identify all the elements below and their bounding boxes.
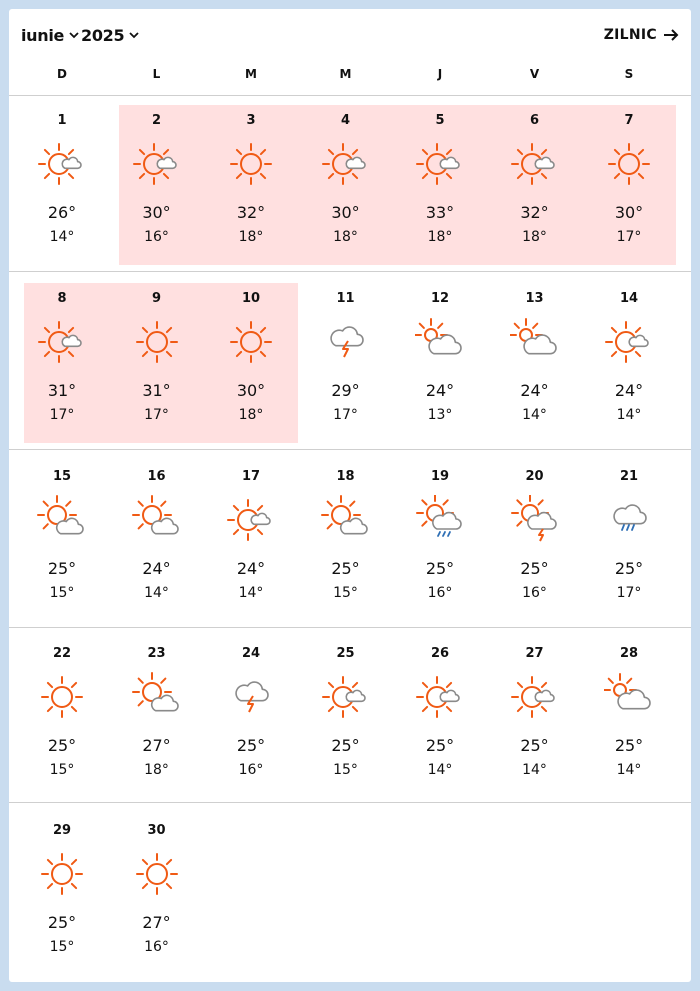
chevron-down-icon: [128, 29, 140, 41]
day-cell[interactable]: [110, 455, 204, 625]
day-cell[interactable]: [299, 632, 393, 802]
day-number: 3: [246, 113, 256, 128]
day-number: 27: [525, 646, 544, 661]
min-temperature: 15°: [49, 585, 75, 601]
day-cell[interactable]: [488, 632, 582, 802]
sun-cloud-icon: [226, 495, 276, 545]
min-temperature: 17°: [616, 585, 642, 601]
min-temperature: 18°: [238, 229, 264, 245]
day-cell[interactable]: [299, 277, 393, 447]
day-cell[interactable]: [299, 455, 393, 625]
day-number: 13: [525, 291, 544, 306]
sun-cloud-icon: [37, 139, 87, 189]
day-number: 14: [619, 291, 639, 306]
day-cell[interactable]: [15, 99, 109, 269]
min-temperature: 14°: [522, 762, 547, 778]
day-cell[interactable]: [582, 455, 676, 625]
day-number: 18: [336, 469, 355, 484]
day-cell[interactable]: [110, 99, 204, 269]
day-cell[interactable]: [393, 277, 487, 447]
sun-icon: [37, 849, 87, 899]
max-temperature: 25°: [236, 736, 266, 755]
day-number: 12: [430, 291, 450, 306]
max-temperature: 27°: [142, 913, 171, 932]
min-temperature: 18°: [333, 229, 358, 245]
min-temperature: 17°: [144, 407, 169, 423]
max-temperature: 25°: [47, 913, 77, 932]
day-cell[interactable]: [15, 809, 109, 979]
day-number: 17: [241, 469, 261, 484]
max-temperature: 25°: [425, 559, 455, 578]
day-cell[interactable]: [204, 632, 298, 802]
sun-icon: [132, 317, 182, 367]
sun-icon: [37, 672, 87, 722]
day-number: 19: [430, 469, 450, 484]
daily-view-link[interactable]: [604, 23, 679, 47]
sun-cloud-icon: [37, 317, 87, 367]
weekday-label: D: [57, 67, 67, 81]
day-cell[interactable]: [488, 277, 582, 447]
partly-cloudy-icon: [321, 495, 371, 545]
sun-icon: [226, 139, 276, 189]
max-temperature: 33°: [425, 203, 455, 222]
max-temperature: 25°: [425, 736, 455, 755]
day-number: 28: [619, 646, 639, 661]
min-temperature: 16°: [144, 229, 169, 245]
max-temperature: 25°: [614, 559, 644, 578]
min-temperature: 14°: [49, 229, 75, 245]
row-divider: [9, 802, 691, 803]
max-temperature: 30°: [142, 203, 171, 222]
max-temperature: 30°: [614, 203, 644, 222]
max-temperature: 25°: [520, 559, 549, 578]
day-cell[interactable]: [393, 99, 487, 269]
day-cell[interactable]: [110, 632, 204, 802]
min-temperature: 16°: [427, 585, 453, 601]
max-temperature: 32°: [520, 203, 549, 222]
min-temperature: 15°: [333, 762, 358, 778]
day-number: 1: [57, 113, 67, 128]
year-selector[interactable]: [81, 23, 140, 47]
min-temperature: 18°: [144, 762, 169, 778]
day-number: 11: [336, 291, 355, 306]
day-cell[interactable]: [582, 99, 676, 269]
min-temperature: 18°: [522, 229, 547, 245]
max-temperature: 25°: [331, 559, 360, 578]
day-number: 7: [624, 113, 634, 128]
min-temperature: 18°: [427, 229, 453, 245]
day-cell[interactable]: [204, 99, 298, 269]
sun-cloud-icon: [415, 672, 465, 722]
calendar-header: [9, 9, 691, 59]
chevron-down-icon: [68, 29, 80, 41]
min-temperature: 13°: [427, 407, 453, 423]
day-cell[interactable]: [15, 277, 109, 447]
row-divider: [9, 449, 691, 450]
min-temperature: 16°: [522, 585, 547, 601]
max-temperature: 25°: [47, 736, 77, 755]
day-number: 9: [151, 291, 162, 306]
day-cell[interactable]: [393, 632, 487, 802]
min-temperature: 14°: [238, 585, 264, 601]
sun-cloud-icon: [132, 139, 182, 189]
weekday-label: L: [152, 67, 161, 81]
min-temperature: 17°: [49, 407, 75, 423]
day-number: 2: [151, 113, 162, 128]
max-temperature: 31°: [47, 381, 77, 400]
day-number: 23: [147, 646, 166, 661]
day-number: 30: [147, 823, 166, 838]
day-cell[interactable]: [15, 632, 109, 802]
day-cell[interactable]: [488, 99, 582, 269]
day-number: 22: [52, 646, 72, 661]
day-number: 24: [241, 646, 261, 661]
max-temperature: 24°: [236, 559, 266, 578]
min-temperature: 15°: [333, 585, 358, 601]
max-temperature: 25°: [331, 736, 360, 755]
min-temperature: 15°: [49, 939, 75, 955]
day-cell[interactable]: [393, 455, 487, 625]
day-number: 4: [340, 113, 351, 128]
sun-cloud-icon: [321, 139, 371, 189]
min-temperature: 14°: [522, 407, 547, 423]
min-temperature: 16°: [144, 939, 169, 955]
partly-cloudy-icon: [37, 495, 87, 545]
max-temperature: 24°: [425, 381, 455, 400]
cloudy-sun-icon: [510, 317, 560, 367]
min-temperature: 17°: [616, 229, 642, 245]
day-cell[interactable]: [15, 455, 109, 625]
day-cell[interactable]: [299, 99, 393, 269]
min-temperature: 15°: [49, 762, 75, 778]
arrow-right-icon: [663, 28, 679, 42]
min-temperature: 14°: [616, 762, 642, 778]
partly-cloudy-icon: [132, 495, 182, 545]
day-cell[interactable]: [110, 277, 204, 447]
sun-cloud-icon: [510, 672, 560, 722]
day-number: 5: [435, 113, 445, 128]
min-temperature: 14°: [616, 407, 642, 423]
daily-view-label: ZILNIC: [603, 27, 657, 43]
day-number: 16: [147, 469, 166, 484]
sun-rain-icon: [415, 495, 465, 545]
row-divider: [9, 627, 691, 628]
thunderstorm-icon: [226, 672, 276, 722]
day-cell[interactable]: [204, 455, 298, 625]
day-cell[interactable]: [582, 277, 676, 447]
sun-icon: [604, 139, 654, 189]
max-temperature: 25°: [520, 736, 549, 755]
year-label: 2025: [81, 25, 125, 45]
min-temperature: 18°: [238, 407, 264, 423]
weekday-label: S: [624, 67, 634, 81]
max-temperature: 26°: [47, 203, 77, 222]
max-temperature: 30°: [236, 381, 266, 400]
weekday-label: V: [529, 67, 540, 81]
row-divider: [9, 271, 691, 272]
day-cell[interactable]: [488, 455, 582, 625]
day-cell[interactable]: [582, 632, 676, 802]
calendar-card: [9, 9, 691, 982]
day-number: 15: [52, 469, 72, 484]
max-temperature: 24°: [520, 381, 549, 400]
day-cell[interactable]: [204, 277, 298, 447]
max-temperature: 25°: [47, 559, 77, 578]
day-number: 26: [430, 646, 450, 661]
day-number: 25: [336, 646, 355, 661]
day-number: 10: [241, 291, 261, 306]
day-number: 20: [525, 469, 544, 484]
weekday-label: M: [245, 67, 257, 81]
min-temperature: 14°: [144, 585, 169, 601]
day-number: 6: [529, 113, 540, 128]
min-temperature: 14°: [427, 762, 453, 778]
day-number: 8: [57, 291, 67, 306]
sun-icon: [226, 317, 276, 367]
weekday-label: J: [437, 67, 443, 81]
sun-cloud-icon: [415, 139, 465, 189]
day-number: 21: [619, 469, 639, 484]
day-number: 29: [52, 823, 72, 838]
max-temperature: 29°: [331, 381, 360, 400]
max-temperature: 27°: [142, 736, 171, 755]
sun-cloud-icon: [321, 672, 371, 722]
min-temperature: 16°: [238, 762, 264, 778]
sun-icon: [132, 849, 182, 899]
partly-cloudy-icon: [132, 672, 182, 722]
sun-storm-icon: [510, 495, 560, 545]
cloudy-sun-icon: [415, 317, 465, 367]
month-selector[interactable]: [21, 23, 80, 47]
min-temperature: 17°: [333, 407, 358, 423]
cloudy-sun-icon: [604, 672, 654, 722]
day-cell[interactable]: [110, 809, 204, 979]
max-temperature: 24°: [142, 559, 171, 578]
thunderstorm-icon: [321, 317, 371, 367]
max-temperature: 24°: [614, 381, 644, 400]
sun-cloud-icon: [604, 317, 654, 367]
max-temperature: 30°: [331, 203, 360, 222]
max-temperature: 25°: [614, 736, 644, 755]
weekday-label: M: [339, 67, 352, 81]
rain-icon: [604, 495, 654, 545]
row-divider: [9, 95, 691, 96]
max-temperature: 32°: [236, 203, 266, 222]
max-temperature: 31°: [142, 381, 171, 400]
month-label: iunie: [21, 25, 65, 45]
sun-cloud-icon: [510, 139, 560, 189]
